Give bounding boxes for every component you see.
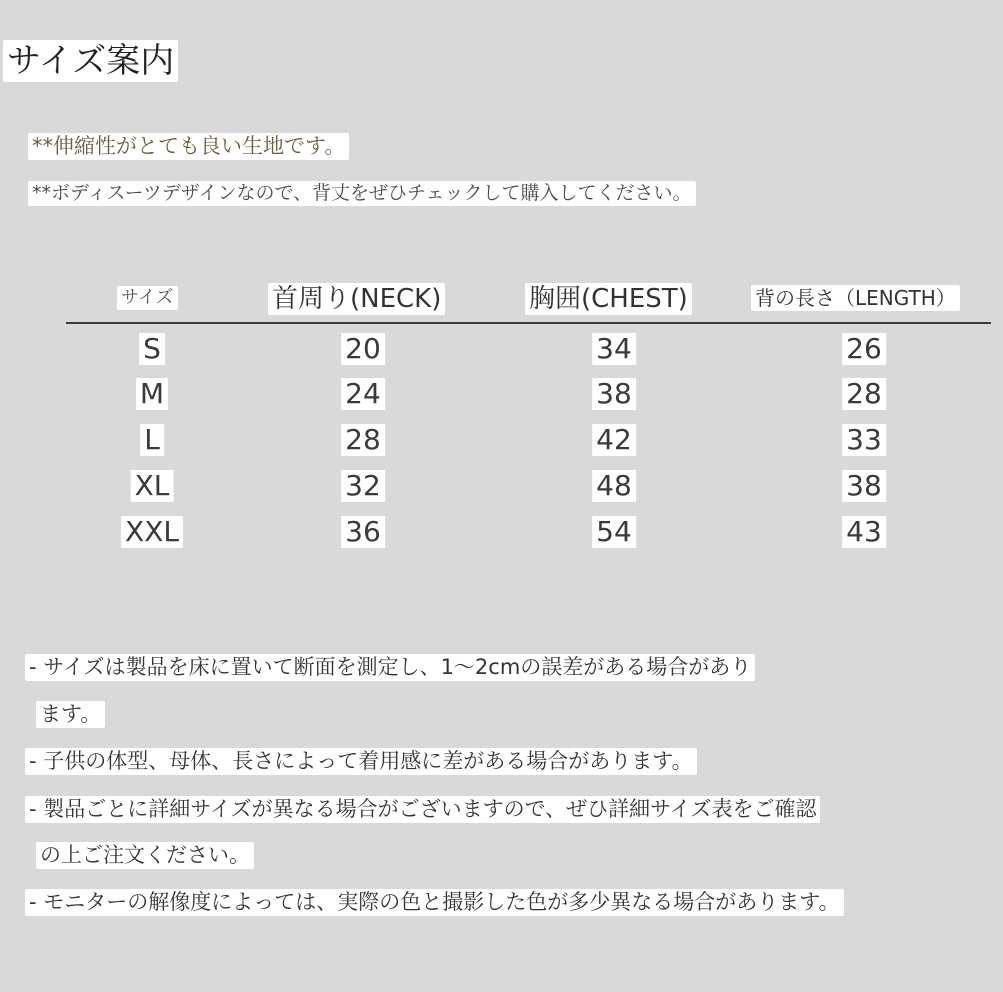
header-neck: 首周り(NECK): [268, 283, 445, 315]
table-cell-chest: 42: [592, 424, 636, 456]
table-cell-length: 38: [842, 470, 886, 502]
table-cell-neck: 24: [341, 378, 385, 410]
header-size: サイズ: [117, 286, 178, 310]
table-cell-chest: 48: [592, 470, 636, 502]
table-cell-size: M: [136, 378, 168, 410]
table-cell-chest: 38: [592, 378, 636, 410]
table-cell-length: 43: [842, 516, 886, 548]
size-chart-note: - 製品ごとに詳細サイズが異なる場合がございますので、ぜひ詳細サイズ表をご確認: [25, 796, 820, 823]
table-cell-length: 28: [842, 378, 886, 410]
size-chart-note-cont: の上ご注文ください。: [36, 842, 254, 869]
table-cell-size: L: [140, 424, 164, 456]
header-length: 背の長さ（LENGTH）: [751, 285, 960, 311]
table-cell-chest: 54: [592, 516, 636, 548]
table-cell-size: XXL: [121, 516, 183, 548]
table-cell-neck: 20: [341, 333, 385, 365]
fabric-note: **伸縮性がとても良い生地です。: [28, 133, 349, 160]
fit-note: - 子供の体型、母体、長さによって着用感に差がある場合があります。: [25, 748, 697, 775]
table-cell-neck: 32: [341, 470, 385, 502]
color-note: - モニターの解像度によっては、実際の色と撮影した色が多少異なる場合があります。: [25, 889, 844, 916]
table-cell-length: 33: [842, 424, 886, 456]
table-cell-chest: 34: [592, 333, 636, 365]
header-divider: [66, 322, 991, 324]
bodysuit-note: **ボディスーツデザインなので、背丈をぜひチェックして購入してください。: [28, 181, 696, 206]
measurement-note-cont: ます。: [36, 701, 105, 728]
page-title: サイズ案内: [3, 40, 178, 82]
measurement-note: - サイズは製品を床に置いて断面を測定し、1～2cmの誤差がある場合があり: [25, 654, 755, 681]
table-cell-neck: 36: [341, 516, 385, 548]
table-cell-length: 26: [842, 333, 886, 365]
table-cell-size: XL: [131, 470, 174, 502]
table-cell-size: S: [139, 333, 165, 365]
table-cell-neck: 28: [341, 424, 385, 456]
header-chest: 胸囲(CHEST): [525, 283, 692, 315]
